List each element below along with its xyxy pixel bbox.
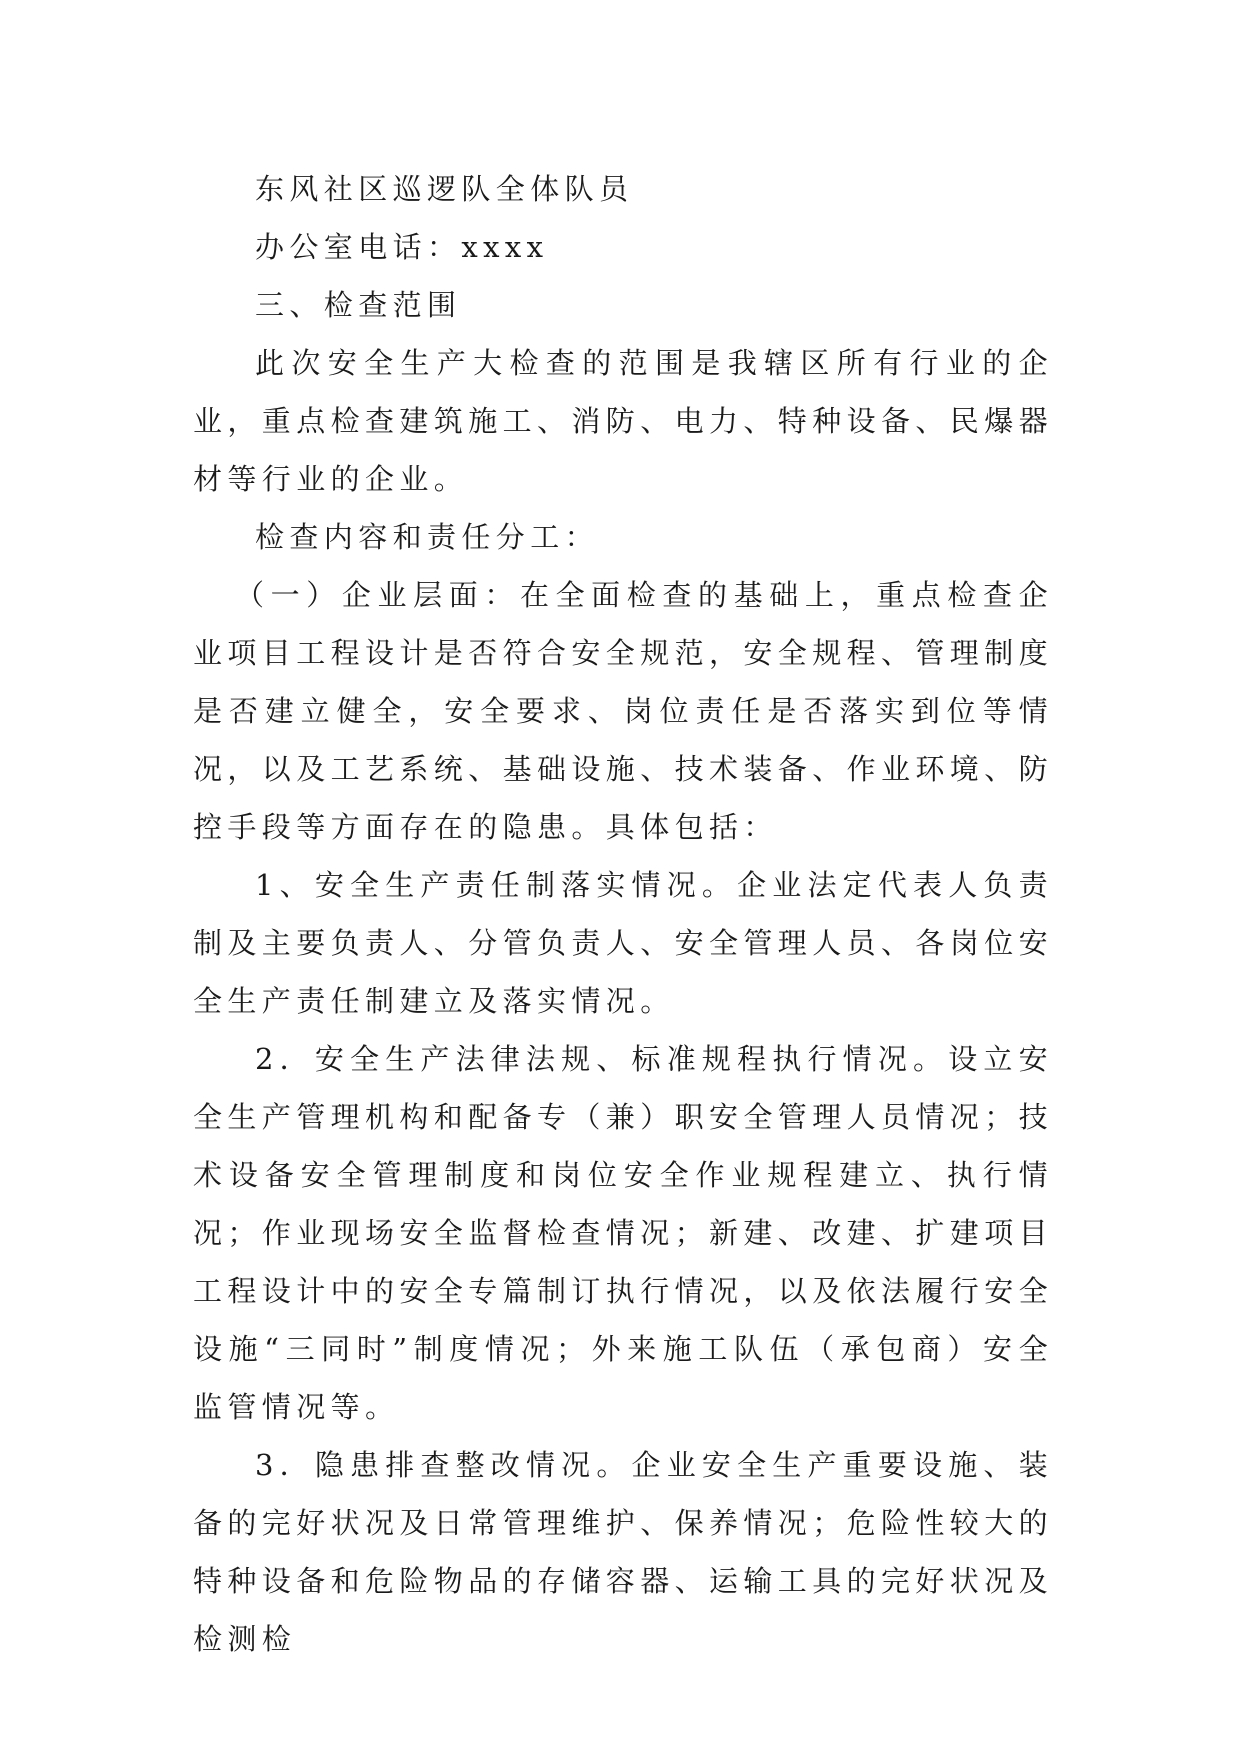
paragraph-scope: 此次安全生产大检查的范围是我辖区所有行业的企业，重点检查建筑施工、消防、电力、特种设备、民爆器材等行业的企业。	[193, 346, 1054, 496]
office-phone-line: 办公室电话：xxxx	[255, 230, 549, 264]
paragraph-item-3: 3．隐患排查整改情况。企业安全生产重要设施、装备的完好状况及日常管理维护、保养情况；危险性较大的特种设备和危险物品的存储容器、运输工具的完好状况及检测检	[193, 1448, 1054, 1656]
section-heading-scope: 三、检查范围	[255, 288, 462, 322]
document-body	[193, 160, 1053, 1668]
paragraph-item-2: 2．安全生产法律法规、标准规程执行情况。设立安全生产管理机构和配备专（兼）职安全管理人员情况；技术设备安全管理制度和岗位安全作业规程建立、执行情况；作业现场安全监督检查情况；新建、改建、扩建项目工程设计中的安全专篇制订执行情况，以及依法履行安全设施“三同时”制度情况；外来施工队伍（承包商）安全监管情况等。	[193, 1042, 1054, 1424]
recipient-line: 东风社区巡逻队全体队员	[255, 172, 634, 206]
paragraph-enterprise-level: （一）企业层面：在全面检查的基础上，重点检查企业项目工程设计是否符合安全规范，安全规程、管理制度是否建立健全，安全要求、岗位责任是否落实到位等情况，以及工艺系统、基础设施、技术装备、作业环境、防控手段等方面存在的隐患。具体包括：	[193, 578, 1054, 844]
paragraph-content-heading: 检查内容和责任分工：	[255, 520, 600, 554]
paragraph-item-1: 1、安全生产责任制落实情况。企业法定代表人负责制及主要负责人、分管负责人、安全管理人员、各岗位安全生产责任制建立及落实情况。	[193, 868, 1054, 1018]
